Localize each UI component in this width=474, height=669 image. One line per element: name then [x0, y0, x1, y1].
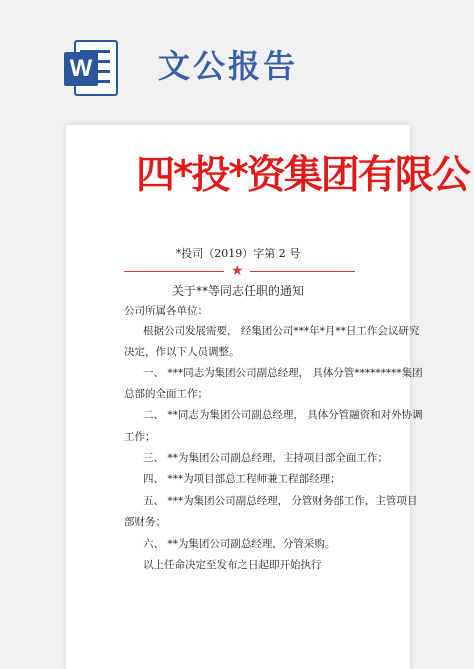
body-line: 四、 ***为项目部总工程师兼工程部经理；	[143, 473, 341, 485]
body-line: 一、 ***同志为集团公司副总经理， 具体分管*********集团	[143, 367, 423, 379]
body-line: 以上任命决定至发布之日起即开始执行	[143, 559, 322, 571]
body-line: 决定，作以下人员调整。	[124, 346, 240, 358]
red-heading: 四*投*资集团有限公	[136, 153, 469, 198]
document-page	[66, 125, 410, 669]
document-number: *投司（2019）字第 2 号	[175, 247, 301, 260]
notice-title: 关于**等同志任职的通知	[171, 284, 304, 298]
salutation: 公司所属各单位：	[124, 305, 208, 317]
page-header	[0, 0, 474, 120]
body-line: 工作；	[124, 431, 156, 443]
body-line: 总部的全面工作；	[124, 388, 208, 400]
word-icon-badge: W	[64, 52, 98, 86]
red-divider-left	[124, 271, 224, 272]
body-line: 三、 **为集团公司副总经理，主持项目部全面工作；	[143, 452, 388, 464]
body-line: 根据公司发展需要， 经集团公司***年*月**日工作会议研究	[143, 325, 420, 337]
red-divider-right	[250, 271, 355, 272]
body-line: 部财务；	[124, 516, 166, 528]
star-icon: ★	[231, 263, 244, 279]
body-line: 六、 **为集团公司副总经理，分管采购。	[143, 538, 336, 550]
body-line: 五、 ***为集团公司副总经理， 分管财务部工作，主管项目	[143, 495, 418, 507]
body-line: 二、 **同志为集团公司副总经理， 具体分管融资和对外协调	[143, 409, 423, 421]
word-icon	[52, 40, 124, 96]
header-title: 文公报告	[158, 47, 299, 85]
